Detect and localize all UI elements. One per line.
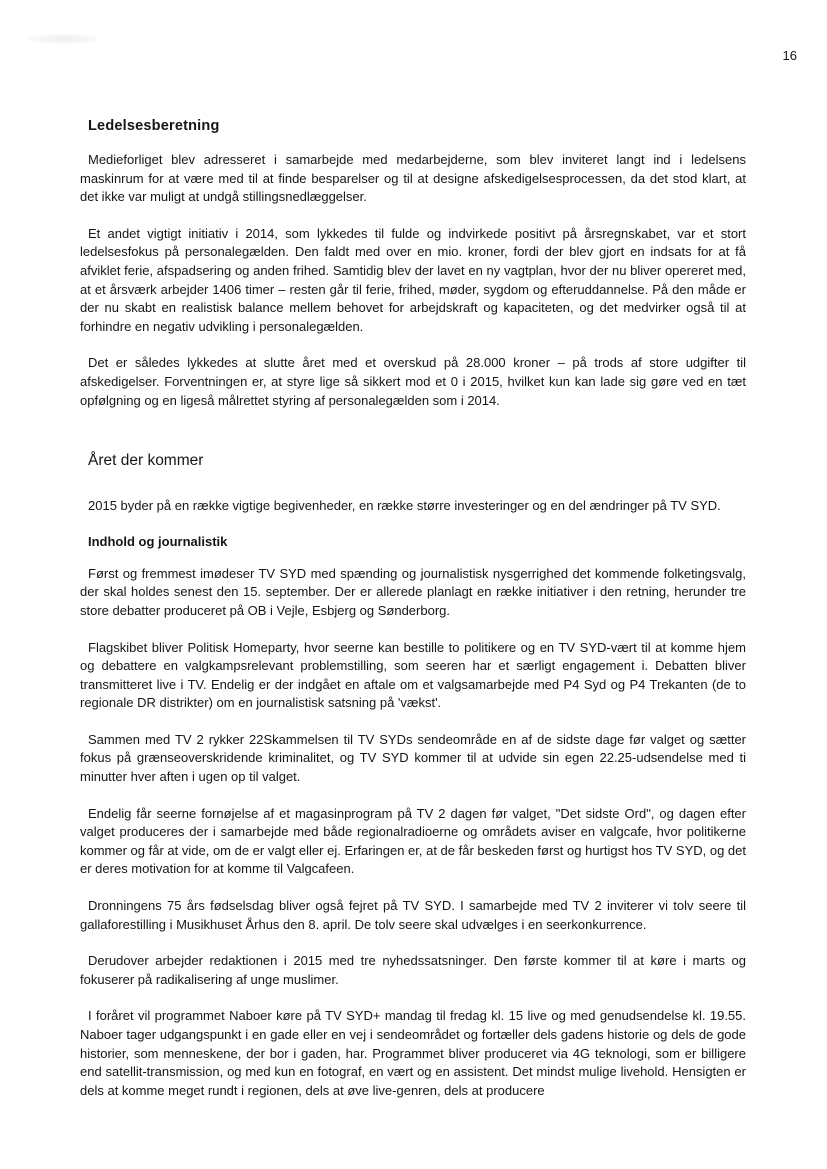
page-number: 16 xyxy=(782,48,797,63)
paragraph-overskud: Det er således lykkedes at slutte året med et overskud på 28.000 kroner – på trods af store udgifter til afskedigelser. Forventningen er, at styre lige så sikkert mod et 0 i 2015, hvilket kun kan lade sig gøre ved en tæt opfølgning og en ligeså målrettet styring af personalegælden som i 2014. xyxy=(80,355,746,408)
paragraph-22skammelsen: Sammen med TV 2 rykker 22Skammelsen til TV SYDs sendeområde en af de sidste dage før valget og sætter fokus på grænseoverskridende kriminalitet, og TV SYD kommer til at udvide sin egen 22.25-udsendelse med ti minutter hver aften i ugen op til valget. xyxy=(80,731,746,785)
section-title-ledelsesberetning: Ledelsesberetning xyxy=(88,118,220,134)
page-content xyxy=(80,118,746,1118)
paragraph-2015-intro: 2015 byder på en række vigtige begivenheder, en række større investeringer og en del ændringer på TV SYD. xyxy=(88,498,721,514)
subsection-title-indhold-og-journalistik: Indhold og journalistik xyxy=(88,533,228,549)
paragraph-nyhedssatsninger: Derudover arbejder redaktionen i 2015 med tre nyhedssatsninger. Den første kommer til at køre i marts og fokuserer på radikalisering af unge muslimer. xyxy=(80,953,746,987)
paragraph-naboer: I foråret vil programmet Naboer køre på TV SYD+ mandag til fredag kl. 15 live og med genudsendelse kl. 19.55. Naboer tager udgangspunkt i en gade eller en vej i sendeområdet og fortæller dels gadens historie og dels de gode historier, som menneskene, der bor i gaden, har. Programmet bliver produceret via 4G teknologi, som er billigere end satellit-transmission, og med kun en fotograf, en vært og en assistent. Det mindst mulige livehold. Hensigten er dels at komme meget rundt i regionen, dels at øve live-genren, dels at producere xyxy=(80,1008,746,1098)
paragraph-det-sidste-ord: Endelig får seerne fornøjelse af et magasinprogram på TV 2 dagen før valget, "Det sidste Ord", og dagen efter valget produceres der i samarbejde med både regionalradioerne og områdets aviser en valgcafe, hvor politikerne kommer og får at vide, om de er valgt eller ej. Erfaringen er, at de får beskeden først og hurtigst hos TV SYD, og det er deres motivation for at komme til Valgcafeen. xyxy=(80,805,746,877)
paragraph-folketingsvalg: Først og fremmest imødeser TV SYD med spænding og journalistisk nysgerrighed det kommende folketingsvalg, der skal holdes senest den 15. september. Der er allerede planlagt en række initiativer i den retning, herunder tre store debatter produceret på OB i Vejle, Esbjerg og Sønderborg. xyxy=(80,565,746,618)
paragraph-dronningens-foedselsdag: Dronningens 75 års fødselsdag bliver også fejret på TV SYD. I samarbejde med TV 2 inviterer vi tolv seere til gallaforestilling i Musikhuset Århus den 8. april. De tolv seere skal udvælges i en seerkonkurrence. xyxy=(80,898,746,932)
section-title-aaret-der-kommer: Året der kommer xyxy=(88,452,204,470)
paragraph-initiativ-2014: Et andet vigtigt initiativ i 2014, som lykkedes til fulde og indvirkede positivt på årsregnskabet, var et stort ledelsesfokus på personalegælden. Den faldt med over en mio. kroner, fordi der blev gjort en indsats for at få afviklet ferie, afspadsering og anden frihed. Samtidig blev der lavet en ny vagtplan, hvor der nu bliver opereret med, at et årsværk arbejder 1406 timer – resten går til ferie, frihed, møder, sygdom og efteruddannelse. På den måde er der nu skabt en realistisk balance mellem behovet for arbejdskraft og kapaciteten, og det medvirker også til at forhindre en negativ udvikling i personalegælden. xyxy=(80,225,746,334)
paragraph-medieforliget: Medieforliget blev adresseret i samarbejde med medarbejderne, som blev inviteret langt ind i ledelsens maskinrum for at være med til at finde besparelser og til at designe afskedigelsesprocessen, da det stod klart, at det ikke var muligt at undgå stillingsnedlæggelser. xyxy=(80,152,746,205)
scan-artifact xyxy=(28,34,98,44)
paragraph-politisk-homeparty: Flagskibet bliver Politisk Homeparty, hvor seerne kan bestille to politikere og en TV SYD-vært til at komme hjem og debattere en valgkampsrelevant problemstilling, som seeren har et særligt engagement i. Debatten bliver transmitteret live i TV. Endelig er der indgået en aftale om et valgsamarbejde med P4 Syd og P4 Trekanten (de to regionale DR distrikter) om en journalistisk satsning på 'vækst'. xyxy=(80,639,746,711)
